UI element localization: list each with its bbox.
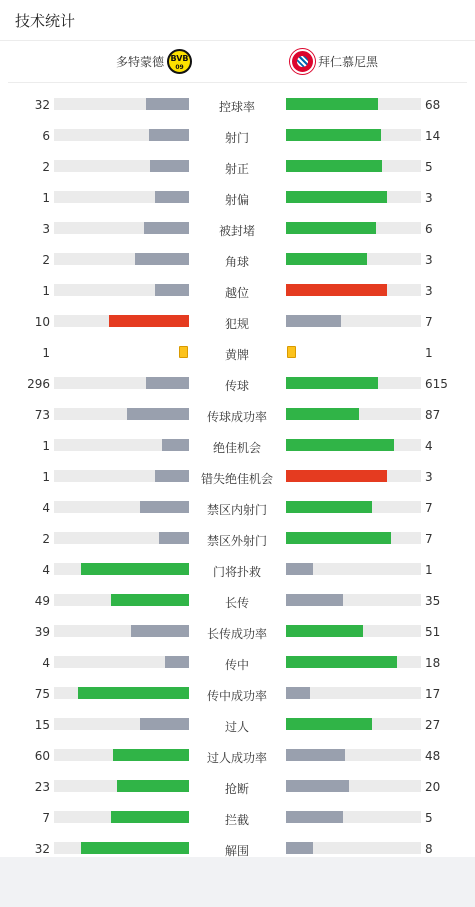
stat-row (0, 678, 475, 709)
home-stat-bar (54, 532, 189, 544)
stat-label: 传中成功率 (206, 689, 267, 703)
away-stat-value: 1 (425, 346, 433, 360)
away-stat-bar (286, 625, 421, 637)
away-stat-bar (286, 470, 421, 482)
bvb-logo-subtext: 09 (175, 64, 184, 71)
away-stat-bar-fill (286, 160, 382, 172)
stat-label: 长传 (224, 596, 249, 610)
away-stat-bar-fill (286, 780, 349, 792)
home-stat-bar-fill (144, 222, 189, 234)
away-stat-value: 14 (425, 129, 441, 143)
stat-row (0, 771, 475, 802)
home-stat-value: 1 (42, 191, 50, 205)
home-stat-bar-fill (140, 718, 189, 730)
away-stat-bar-fill (286, 98, 378, 110)
home-stat-bar-fill (131, 625, 189, 637)
teams-header (8, 41, 467, 83)
home-stat-value: 3 (42, 222, 50, 236)
away-stat-bar (286, 129, 421, 141)
away-stat-bar-fill (286, 656, 397, 668)
stat-row (0, 151, 475, 182)
away-stat-bar (286, 191, 421, 203)
stat-row (0, 616, 475, 647)
away-stat-bar-fill (286, 315, 341, 327)
home-stat-value: 10 (34, 315, 50, 329)
stat-row (0, 120, 475, 151)
away-stat-bar (286, 315, 421, 327)
home-stat-bar (54, 129, 189, 141)
home-stat-value: 32 (34, 842, 50, 856)
stat-row (0, 554, 475, 585)
away-stat-value: 7 (425, 501, 433, 515)
stat-row (0, 523, 475, 554)
home-stat-value: 1 (42, 439, 50, 453)
home-stat-bar-fill (155, 284, 189, 296)
away-stat-bar (286, 842, 421, 854)
home-stat-bar (54, 656, 189, 668)
away-stat-bar-fill (286, 129, 381, 141)
home-stat-bar (54, 749, 189, 761)
home-stat-bar (54, 501, 189, 513)
away-stat-value: 5 (425, 811, 433, 825)
stat-label: 控球率 (218, 100, 255, 114)
stat-row (0, 213, 475, 244)
stat-row (0, 306, 475, 337)
away-stat-value: 1 (425, 563, 433, 577)
away-stat-bar-fill (286, 377, 378, 389)
home-stat-bar (54, 780, 189, 792)
home-stat-bar (54, 842, 189, 854)
stats-list (0, 89, 475, 864)
home-stat-bar (54, 594, 189, 606)
home-stat-bar-fill (155, 470, 189, 482)
home-stat-value: 75 (34, 687, 50, 701)
away-stat-bar-fill (286, 253, 367, 265)
away-stat-value: 3 (425, 253, 433, 267)
away-stat-value: 6 (425, 222, 433, 236)
away-stat-bar (286, 563, 421, 575)
away-stat-bar-fill (286, 563, 313, 575)
stat-row (0, 89, 475, 120)
away-stat-value: 615 (425, 377, 448, 391)
home-stat-bar-fill (127, 408, 189, 420)
stat-label: 传中 (224, 658, 249, 672)
away-stat-value: 17 (425, 687, 441, 701)
stat-label: 被封堵 (218, 224, 255, 238)
home-stat-value: 296 (27, 377, 50, 391)
stat-label: 越位 (224, 286, 249, 300)
away-stat-value: 68 (425, 98, 441, 112)
home-stat-bar (54, 315, 189, 327)
stat-row (0, 182, 475, 213)
away-stat-bar (286, 284, 421, 296)
away-stat-value: 20 (425, 780, 441, 794)
away-stat-bar (286, 780, 421, 792)
stat-row (0, 833, 475, 864)
home-stat-bar (54, 687, 189, 699)
stat-row (0, 709, 475, 740)
home-stat-value: 39 (34, 625, 50, 639)
away-stat-value: 8 (425, 842, 433, 856)
home-stat-bar (54, 811, 189, 823)
home-stat-value: 73 (34, 408, 50, 422)
away-stat-bar-fill (286, 811, 343, 823)
home-stat-bar (54, 439, 189, 451)
home-stat-bar (54, 718, 189, 730)
home-stat-bar-fill (78, 687, 189, 699)
away-stat-bar-fill (286, 501, 372, 513)
home-stat-bar-fill (111, 811, 189, 823)
home-stat-bar (54, 625, 189, 637)
home-stat-value: 4 (42, 656, 50, 670)
stat-label: 长传成功率 (206, 627, 267, 641)
away-stat-bar (286, 98, 421, 110)
away-stat-value: 3 (425, 470, 433, 484)
home-stat-bar-fill (149, 129, 190, 141)
away-stat-bar (286, 408, 421, 420)
home-stat-value: 1 (42, 346, 50, 360)
home-stat-value: 49 (34, 594, 50, 608)
away-stat-value: 51 (425, 625, 441, 639)
away-stat-bar-fill (286, 470, 387, 482)
panel-header (0, 0, 475, 41)
home-stat-bar (54, 563, 189, 575)
bayern-logo-icon (290, 49, 315, 74)
away-stat-bar-fill (286, 439, 394, 451)
stat-label: 解围 (224, 844, 249, 858)
away-stat-bar (286, 718, 421, 730)
home-stat-bar (54, 408, 189, 420)
away-stat-bar (286, 222, 421, 234)
away-stat-bar (286, 439, 421, 451)
away-team[interactable] (290, 49, 378, 74)
stat-row (0, 492, 475, 523)
home-stat-value: 2 (42, 532, 50, 546)
stat-row (0, 244, 475, 275)
stat-label: 传球 (224, 379, 249, 393)
home-stat-value: 4 (42, 501, 50, 515)
home-stat-bar-fill (109, 315, 189, 327)
yellow-card-icon (287, 346, 296, 358)
stat-row (0, 740, 475, 771)
home-stat-value: 60 (34, 749, 50, 763)
home-stat-bar-fill (162, 439, 189, 451)
home-team[interactable] (116, 49, 192, 74)
bvb-logo-text: BVB (170, 54, 189, 63)
away-team-name: 拜仁慕尼黑 (318, 55, 379, 69)
home-stat-bar-fill (81, 842, 189, 854)
away-stat-value: 18 (425, 656, 441, 670)
home-stat-value: 15 (34, 718, 50, 732)
home-stat-bar (54, 377, 189, 389)
stat-label: 错失绝佳机会 (200, 472, 273, 486)
stat-row (0, 647, 475, 678)
home-stat-value: 23 (34, 780, 50, 794)
home-stat-value: 4 (42, 563, 50, 577)
away-stat-bar (286, 532, 421, 544)
home-stat-value: 6 (42, 129, 50, 143)
away-stat-bar-fill (286, 191, 387, 203)
home-stat-bar-fill (135, 253, 189, 265)
stat-row (0, 399, 475, 430)
away-stat-bar-fill (286, 625, 363, 637)
stat-row (0, 337, 475, 368)
stat-label: 禁区外射门 (206, 534, 267, 548)
away-stat-bar-fill (286, 284, 387, 296)
away-stat-bar-fill (286, 408, 359, 420)
stat-row (0, 585, 475, 616)
home-stat-bar (54, 284, 189, 296)
yellow-card-icon (179, 346, 188, 358)
away-stat-bar-fill (286, 687, 310, 699)
away-stat-value: 7 (425, 532, 433, 546)
home-stat-value: 7 (42, 811, 50, 825)
home-team-name: 多特蒙德 (115, 55, 164, 69)
home-stat-bar (54, 160, 189, 172)
home-stat-bar-fill (140, 501, 189, 513)
away-stat-value: 3 (425, 191, 433, 205)
away-stat-value: 5 (425, 160, 433, 174)
home-stat-bar (54, 222, 189, 234)
away-stat-bar (286, 377, 421, 389)
stat-row (0, 368, 475, 399)
page-title: 技术统计 (15, 12, 76, 30)
away-stat-bar (286, 687, 421, 699)
home-stat-bar (54, 253, 189, 265)
away-stat-bar-fill (286, 594, 343, 606)
home-stat-bar (54, 470, 189, 482)
away-stat-bar (286, 253, 421, 265)
stat-label: 绝佳机会 (212, 441, 261, 455)
stat-label: 禁区内射门 (206, 503, 267, 517)
home-stat-bar-fill (81, 563, 189, 575)
stat-label: 射门 (224, 131, 249, 145)
away-stat-bar-fill (286, 532, 391, 544)
stat-label: 拦截 (224, 813, 249, 827)
away-stat-bar (286, 501, 421, 513)
away-stat-bar (286, 656, 421, 668)
stat-row (0, 430, 475, 461)
home-stat-bar-fill (165, 656, 189, 668)
away-stat-value: 7 (425, 315, 433, 329)
stat-label: 门将扑救 (212, 565, 261, 579)
home-stat-value: 32 (34, 98, 50, 112)
away-stat-bar-fill (286, 222, 376, 234)
stat-label: 过人 (224, 720, 249, 734)
stat-label: 黄牌 (224, 348, 249, 362)
home-stat-bar-fill (155, 191, 189, 203)
bvb-logo-icon (167, 49, 192, 74)
stat-label: 犯规 (224, 317, 249, 331)
home-stat-bar (54, 191, 189, 203)
away-stat-bar (286, 160, 421, 172)
away-stat-bar-fill (286, 749, 345, 761)
home-stat-bar-fill (146, 377, 189, 389)
home-stat-bar-fill (159, 532, 189, 544)
away-stat-bar (286, 749, 421, 761)
stat-label: 射偏 (224, 193, 249, 207)
stat-row (0, 802, 475, 833)
away-stat-value: 4 (425, 439, 433, 453)
stat-label: 过人成功率 (206, 751, 267, 765)
home-stat-value: 1 (42, 470, 50, 484)
stat-label: 射正 (224, 162, 249, 176)
away-stat-value: 35 (425, 594, 441, 608)
away-stat-bar-fill (286, 842, 313, 854)
home-stat-value: 2 (42, 253, 50, 267)
away-stat-bar (286, 811, 421, 823)
home-stat-bar (54, 98, 189, 110)
away-stat-value: 48 (425, 749, 441, 763)
away-stat-bar (286, 594, 421, 606)
home-stat-bar-fill (150, 160, 189, 172)
home-stat-bar-fill (117, 780, 189, 792)
home-stat-bar-fill (111, 594, 189, 606)
stat-row (0, 461, 475, 492)
away-stat-value: 3 (425, 284, 433, 298)
away-stat-value: 27 (425, 718, 441, 732)
stat-label: 角球 (224, 255, 249, 269)
home-stat-value: 1 (42, 284, 50, 298)
stat-label: 抢断 (224, 782, 249, 796)
away-stat-value: 87 (425, 408, 441, 422)
home-stat-value: 2 (42, 160, 50, 174)
home-stat-bar-fill (113, 749, 189, 761)
stat-label: 传球成功率 (206, 410, 267, 424)
home-stat-bar-fill (146, 98, 189, 110)
away-stat-bar-fill (286, 718, 372, 730)
stat-row (0, 275, 475, 306)
